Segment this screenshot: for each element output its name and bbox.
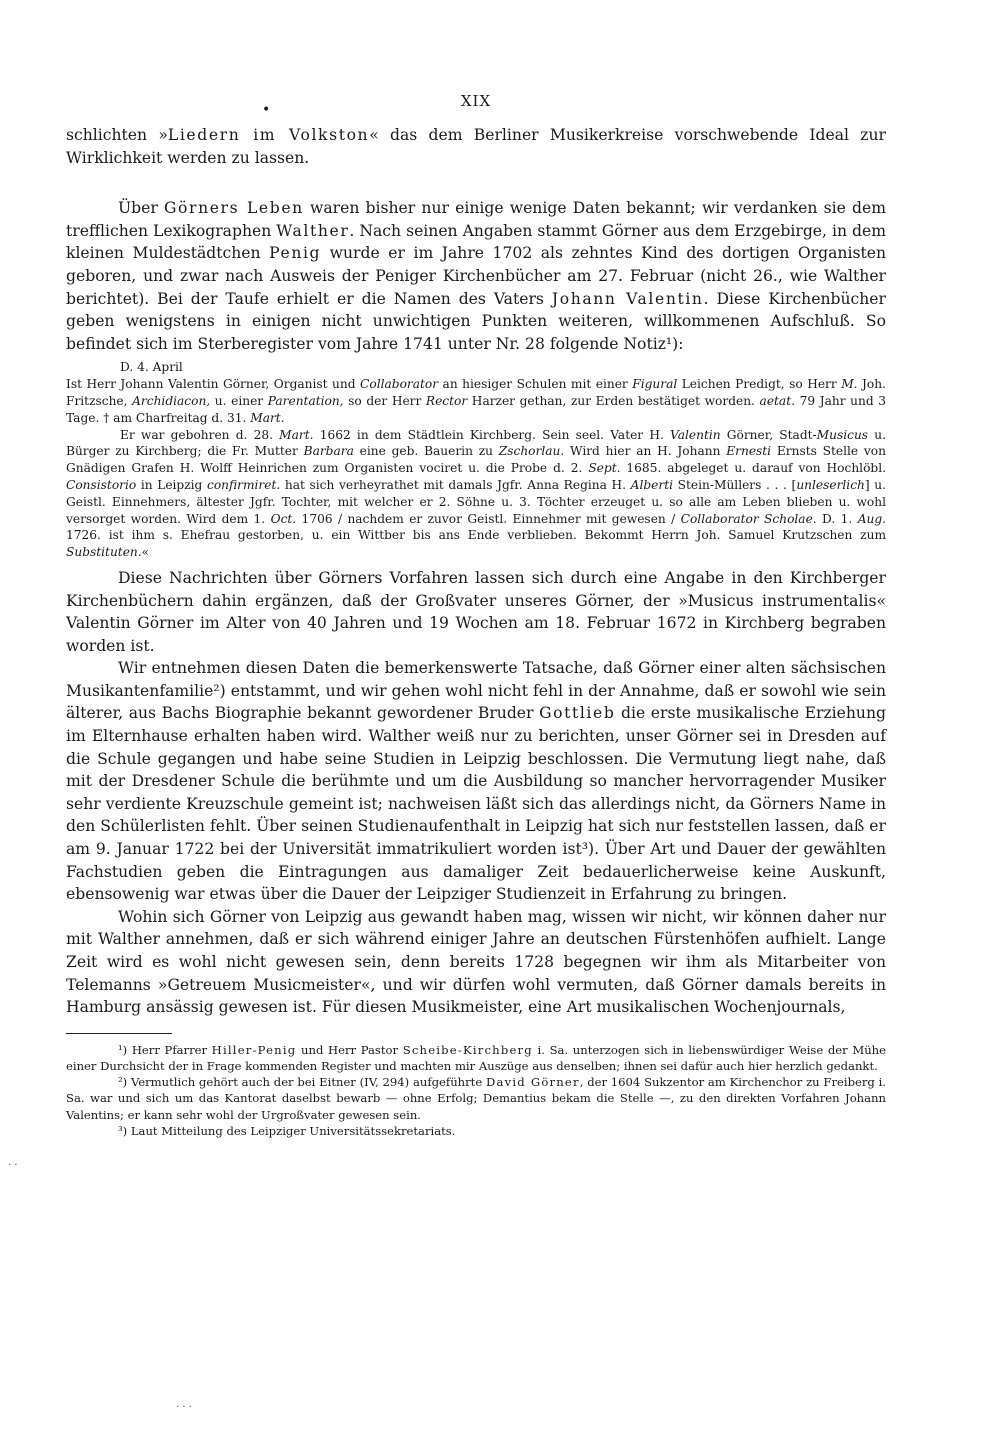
footnote-rule (66, 1033, 172, 1034)
register-quote (66, 359, 886, 561)
paragraph-1 (66, 197, 886, 355)
quote-entry: Ist Herr Johann Valentin Görner, Organist und Collaborator an hiesiger Schulen mit einer Figural Leichen Predigt, so Herr M. Joh. Fritzsche, Archidiacon, u. einer Parentation, so der Herr Rector Harzer gethan, zur Erden bestätiget worden. aetat. 79 Jahr und 3 Tage. † am Charfreitag d. 31. Mart. (66, 377, 886, 425)
footnote-1: ¹) Herr Pfarrer Hiller-Penig und Herr Pastor Scheibe-Kirchberg i. Sa. unterzogen sich in liebenswürdiger Weise der Mühe einer Durchsicht der in Frage kommenden Register und machten mir Auszüge aus denselben; ihnen sei dafür auch hier herzlich gedankt. (66, 1042, 886, 1073)
text: schlichten » (66, 126, 168, 144)
spaced-text: Gottlieb (539, 704, 616, 723)
spaced-text: Johann Valentin (551, 289, 704, 308)
page-number: XIX (460, 92, 492, 110)
text: Wir entnehmen diesen Daten die bemerkenswerte Tatsache, daß Görner einer alten sächsischen Musikantenfamilie²) entstammt, und wir gehen wohl nicht fehl in der Annahme, daß er sowohl wie sein älterer, aus Bachs Biographie bekannt gewordener Bruder (66, 659, 886, 723)
page (66, 92, 886, 1139)
paragraph-0 (66, 124, 886, 169)
footnote-3: ³) Laut Mitteilung des Leipziger Universitätssekretariats. (118, 1123, 456, 1138)
text: . Nach seinen Angaben stammt Görner aus dem Erzgebirge, in dem kleinen Muldestädtchen (66, 221, 886, 263)
margin-mark: · · · (176, 1402, 192, 1413)
footnote-2: ²) Vermutlich gehört auch der bei Eitner (IV, 294) aufgeführte David Görner, der 1604 Sukzentor am Kirchenchor zu Freiberg i. Sa. war und sich um das Kantorat daselbst bewarb — ohne Erfolg; Demantius bekam die Stelle —, zu den direkten Vorfahren Johann Valentins; er kann sehr wohl der Urgroßvater gewesen sein. (66, 1075, 886, 1122)
spaced-text: Görners Leben (163, 199, 304, 218)
text: waren bisher nur einige wenige Daten bekannt; wir verdanken sie dem trefflichen Lexikographen (66, 199, 886, 240)
page-header (66, 92, 886, 118)
paragraph-3 (66, 657, 886, 906)
text: « das dem Berliner Musikerkreise vorschwebende Ideal zur Wirklichkeit werden zu lassen. (66, 126, 886, 167)
text: die erste musikalische Erziehung im Elternhause erhalten haben wird. Walther weiß nur zu berichten, unser Görner sei in Dresden auf die Schule gegangen und habe seine Studien in Leipzig beschlossen. Die Vermutung liegt nahe, daß mit der Dresdener Schule die berühmte und um die Ausbildung so mancher hervorragender Musiker sehr verdiente Kreuzschule gemeint ist; nachweisen läßt sich das allerdings nicht, da Görners Name in den Schülerlisten fehlt. Über seinen Studienaufenthalt in Leipzig hat sich nur feststellen lassen, daß er am 9. Januar 1722 bei der Universität immatrikuliert worden ist³). Über Art und Dauer der gewählten Fachstudien geben die Eintragungen aus damaliger Zeit bedauerlicherweise keine Auskunft, ebensowenig war etwas über die Dauer der Leipziger Studienzeit in Erfahrung zu bringen. (66, 704, 886, 904)
text: . Diese Kirchenbücher geben wenigstens in einigen nicht unwichtigen Punkten weiteren, willkommenen Aufschluß. So befindet sich im Sterberegister vom Jahre 1741 unter Nr. 28 folgende Notiz¹): (66, 289, 886, 353)
paragraph-2: Diese Nachrichten über Görners Vorfahren lassen sich durch eine Angabe in den Kirchberger Kirchenbüchern dahin ergänzen, daß der Großvater unseres Görner, der »Musicus instrumentalis« Valentin Görner im Alter von 40 Jahren und 19 Wochen am 18. Februar 1672 in Kirchberg begraben worden ist. (66, 568, 886, 655)
stray-dot: • (262, 102, 272, 118)
spaced-text: Penig (269, 244, 322, 263)
spaced-text: Walther (276, 221, 350, 240)
margin-mark: · · (8, 1160, 18, 1171)
spaced-text: Liedern im Volkston (167, 126, 370, 144)
text: Über (118, 199, 164, 218)
text: wurde er im Jahre 1702 als zehntes Kind des dortigen Organisten geboren, und zwar nach Ausweis der Peniger Kirchenbücher am 27. Februar (nicht 26., wie Walther berichtet). Bei der Taufe erhielt er die Namen des Vaters (66, 244, 886, 308)
paragraph-4: Wohin sich Görner von Leipzig aus gewandt haben mag, wissen wir nicht, wir können daher nur mit Walther annehmen, daß er sich während einiger Jahre an deutschen Fürstenhöfen aufhielt. Lange Zeit wird es wohl nicht gewesen sein, denn bereits 1728 begegnen wir ihm als Mitarbeiter von Telemanns »Getreuem Musicmeister«, und wir dürfen wohl vermuten, daß Görner damals bereits in Hamburg ansässig gewesen ist. Für diesen Musikmeister, eine Art musikalischen Wochenjournals, (66, 907, 886, 1017)
quote-biography: Er war gebohren d. 28. Mart. 1662 in dem Städtlein Kirchberg. Sein seel. Vater H. Valentin Görner, Stadt-Musicus u. Bürger zu Kirchberg; die Fr. Mutter Barbara eine geb. Bauerin zu Zschorlau. Wird hier an H. Johann Ernesti Ernsts Stelle von Gnädigen Grafen H. Wolff Heinrichen zum Organisten vociret u. die Probe d. 2. Sept. 1685. abgeleget u. darauf von Hochlöbl. Consistorio in Leipzig confirmiret. hat sich verheyrathet mit damals Jgfr. Anna Regina H. Alberti Stein-Müllers . . . [unleserlich] u. Geistl. Einnehmers, ältester Jgfr. Tochter, mit welcher er 2. Söhne u. 3. Töchter erzeuget u. so alle am Leben blieben u. wohl versorget worden. Wird dem 1. Oct. 1706 / nachdem er zuvor Geistl. Einnehmer mit gewesen / Collaborator Scholae. D. 1. Aug. 1726. ist ihm s. Ehefrau gestorben, u. ein Wittber bis ans Ende verblieben. Bekommt Herrn Joh. Samuel Krutzschen zum Substituten.« (66, 427, 887, 560)
quote-date: D. 4. April (120, 360, 183, 375)
